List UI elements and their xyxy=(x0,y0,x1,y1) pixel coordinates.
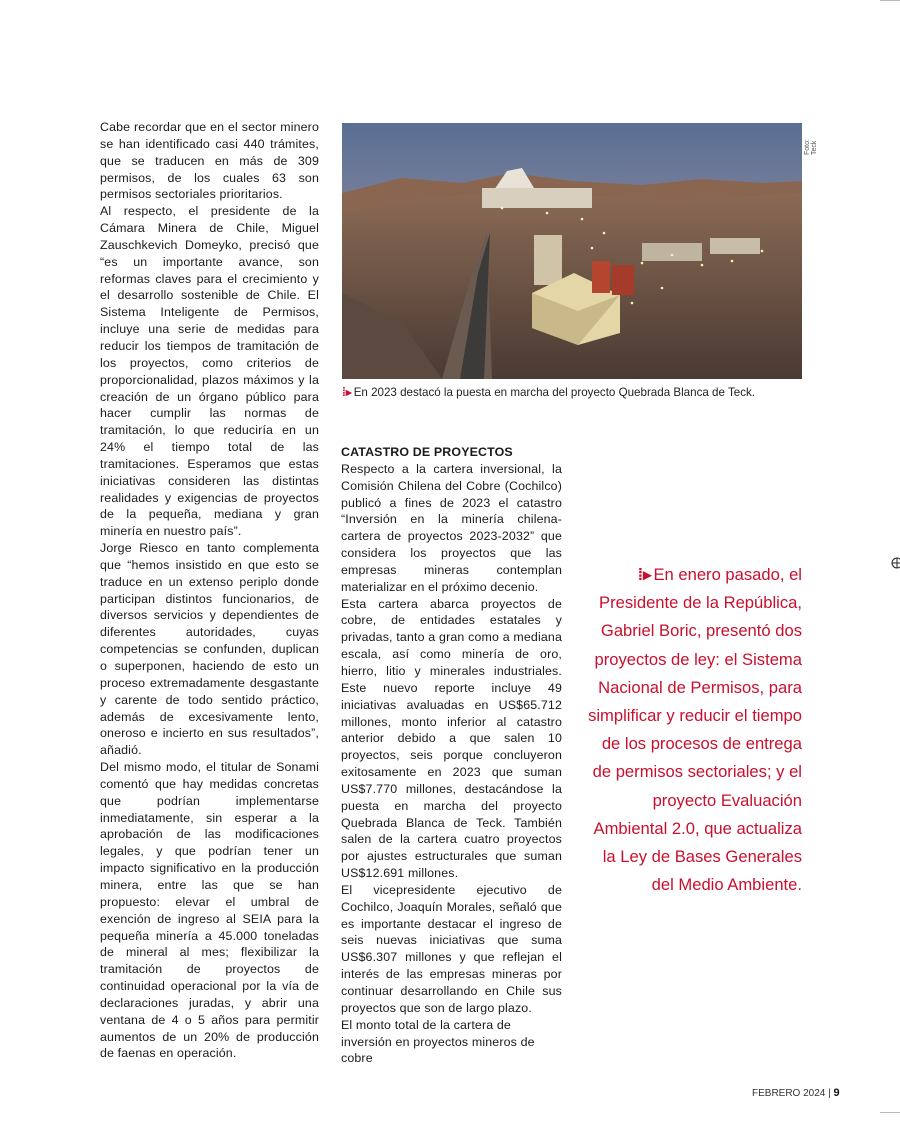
photo-caption xyxy=(342,385,812,399)
section-heading: CATASTRO DE PROYECTOS xyxy=(341,445,513,459)
paragraph: Del mismo modo, el titular de Sonami comentó que hay medidas concretas que podrían implementarse inmediatamente, sin esperar a la aprobación de las modificaciones legales, y que podrían tener un impacto significativo en la producción minera, entre las que se han propuesto: elevar el umbral de exención de ingreso al SEIA para la pequeña minería a 45.000 toneladas de mineral al mes; flexibilizar la tramitación de proyectos de continuidad operacional por la vía de declaraciones juradas, y abrir una ventana de 4 o 5 años para permitir aumentos de un 20% de producción de faenas en operación. xyxy=(100,760,319,1061)
paragraph: Al respecto, el presidente de la Cámara Minera de Chile, Miguel Zauschkevich Domeyko, precisó que “es un importante avance, son reformas claves para el crecimiento y el desarrollo sostenible de Chile. El Sistema Inteligente de Permisos, incluye una serie de medidas para reducir los tiempos de tramitación de los proyectos, como criterios de proporcionalidad, plazos máximos y la creación de un órgano público para hacer cumplir las normas de tramitación, lo que reduciría en un 24% el tiempo total de las tramitaciones. Esperamos que estas iniciativas consideren las distintas realidades y exigencias de proyectos de la pequeña, mediana y gran minería en nuestro país”. xyxy=(100,204,319,539)
left-column xyxy=(100,119,319,1062)
mine-photo-illustration xyxy=(342,123,802,379)
mine-photo xyxy=(342,123,802,379)
photo-credit: Foto: Teck xyxy=(804,139,818,155)
crop-mark xyxy=(880,1112,900,1113)
pull-quote xyxy=(586,561,802,899)
paragraph: El vicepresidente ejecutivo de Cochilco, Joaquín Morales, señaló que es importante destacar el ingreso de seis nuevas iniciativas que suma US$6.307 millones y que reflejan el interés de las empresas mineras por continuar desarrollando en Chile sus proyectos que son de largo plazo. xyxy=(341,882,562,1015)
caption-text: En 2023 destacó la puesta en marcha del proyecto Quebrada Blanca de Teck. xyxy=(353,386,756,399)
dotted-arrow-icon: ⁞▸ xyxy=(342,386,352,399)
issue-label: FEBRERO 2024 xyxy=(752,1088,826,1099)
footer-separator: | xyxy=(828,1088,831,1099)
middle-column xyxy=(341,444,562,1067)
page-footer xyxy=(752,1087,840,1099)
page-number: 9 xyxy=(833,1087,840,1099)
registration-mark-icon xyxy=(890,556,900,570)
paragraph: Respecto a la cartera inversional, la Comisión Chilena del Cobre (Cochilco) publicó a fines de 2023 el catastro “Inversión en la minería chilena- cartera de proyectos 2023-2032” que considera los proyectos que las empresas mineras contemplan materializar en el próximo decenio. xyxy=(341,461,562,594)
crop-mark xyxy=(880,0,900,1)
paragraph: Cabe recordar que en el sector minero se han identificado casi 440 trámites, que se traducen en más de 309 permisos, de los cuales 63 son permisos sectoriales prioritarios. xyxy=(100,120,319,202)
pull-quote-text: En enero pasado, el Presidente de la República, Gabriel Boric, presentó dos proyectos de ley: el Sistema Nacional de Permisos, para simplificar y reducir el tiempo de los procesos de entrega de permisos sectoriales; y el proyecto Evaluación Ambiental 2.0, que actualiza la Ley de Bases Generales del Medio Ambiente. xyxy=(588,565,802,895)
paragraph: El monto total de la cartera de inversión en proyectos mineros de cobre xyxy=(341,1017,535,1066)
dotted-arrow-icon: ⁞▸ xyxy=(637,565,652,584)
paragraph: Esta cartera abarca proyectos de cobre, de entidades estatales y privadas, tanto a gran como a mediana escala, así como minería de oro, hierro, litio y minerales industriales. Este nuevo reporte incluye 49 iniciativas avaluadas en US$65.712 millones, monto inferior al catastro anterior debido a que salen 10 proyectos, seis porque concluyeron exitosamente en 2023 que suman US$7.770 millones, destacándose la puesta en marcha del proyecto Quebrada Blanca de Teck. También salen de la cartera cuatro proyectos por ajustes estructurales que suman US$12.691 millones. xyxy=(341,596,562,881)
paragraph: Jorge Riesco en tanto complementa que “hemos insistido en que esto se traduce en un extenso periplo donde participan distintos funcionarios, de diversos servicios y dependientes de diferentes autoridades, cuyas competencias se confunden, duplican o superponen, haciendo de esto un proceso extremadamente desgastante y carente de todo sentido práctico, además de excesivamente lento, oneroso e incierto en sus resultados”, añadió. xyxy=(100,541,319,758)
